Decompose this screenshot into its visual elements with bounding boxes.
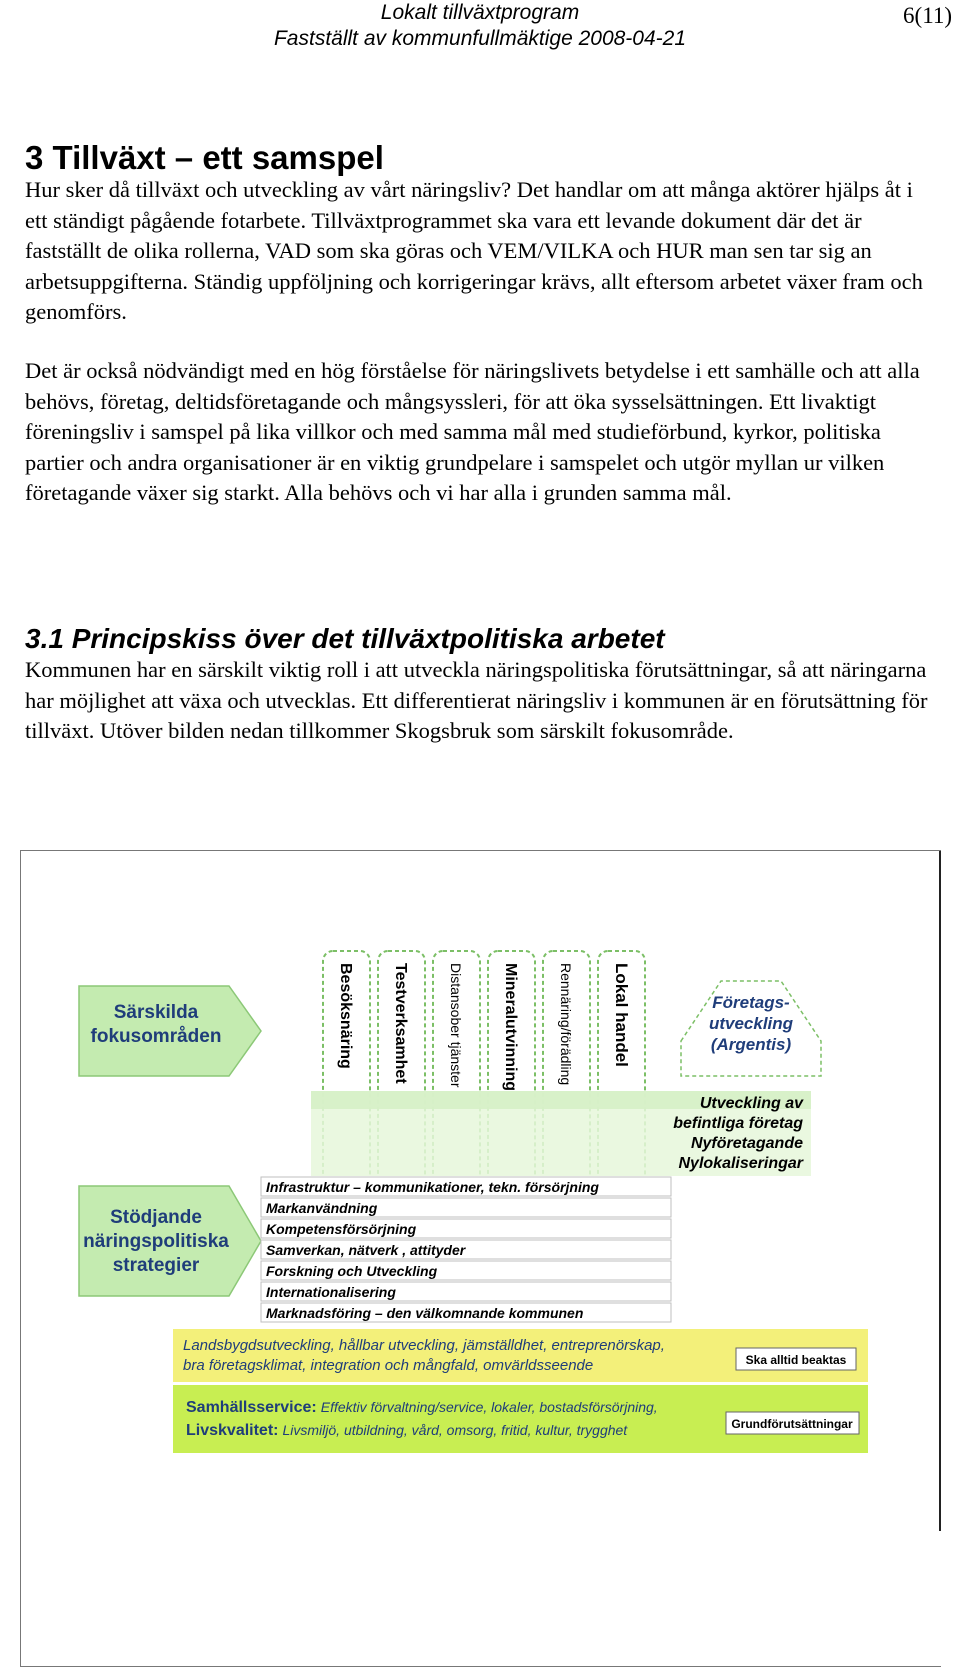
values-line-1: Landsbygdsutveckling, hållbar utveckling, jämställdhet, entreprenörskap, bbox=[183, 1337, 665, 1354]
pillar-label-6: Lokal handel bbox=[612, 963, 631, 1067]
subsection-paragraph: Kommunen har en särskilt viktig roll i att utveckla näringspolitiska förutsättningar, så att näringarna har möjlighet att växa och utvecklas. Ett differentierat näringsliv i kommunen är en förutsättning för tillväxt. Utöver bilden nedan tillkommer Skogsbruk som särskilt fokusområde. bbox=[25, 657, 928, 743]
company-item-2: befintliga företag bbox=[673, 1115, 803, 1132]
base-line-2 bbox=[186, 1422, 628, 1439]
strategy-6: Internationalisering bbox=[266, 1284, 396, 1300]
strategy-3: Kompetensförsörjning bbox=[266, 1221, 417, 1237]
arrow-strategies-line-2: näringspolitiska bbox=[83, 1231, 229, 1252]
base-text-2: Livsmiljö, utbildning, vård, omsorg, fritid, kultur, trygghet bbox=[282, 1422, 628, 1438]
strategy-5: Forskning och Utveckling bbox=[266, 1263, 438, 1279]
values-line-2: bra företagsklimat, integration och mångfald, omvärldsseende bbox=[183, 1357, 594, 1374]
base-label-1: Samhällsservice: bbox=[186, 1399, 317, 1416]
page-header bbox=[0, 0, 960, 60]
document-title: Lokalt tillväxtprogram bbox=[380, 1, 580, 24]
pillar-label-3: Distansober tjänster bbox=[448, 963, 464, 1088]
arrow-strategies-line-1: Stödjande bbox=[110, 1207, 202, 1228]
section-paragraph-1: Hur sker då tillväxt och utveckling av vårt näringsliv? Det handlar om att många aktörer hjälps åt i ett ständigt pågående fotarbete. Tillväxtprogrammet ska vara ett levande dokument där det är fastställt de olika rollerna, VAD som ska göras och VEM/VILKA och HUR man sen tar sig an arbetsuppgifterna. Ständig uppföljning och korrigeringar krävs, allt eftersom arbetet växer fram och genomförs. bbox=[25, 177, 923, 324]
base-label-2: Livskvalitet: bbox=[186, 1422, 279, 1439]
company-dev-line-2: utveckling bbox=[708, 1014, 794, 1033]
company-dev-line-3: (Argentis) bbox=[710, 1035, 792, 1054]
pillar-label-5: Rennäring/förädling bbox=[558, 963, 574, 1086]
base-text-1: Effektiv förvaltning/service, lokaler, bostadsförsörjning, bbox=[320, 1399, 658, 1415]
arrow-focus-line-2: fokusområden bbox=[90, 1026, 222, 1047]
subsection-heading: 3.1 Principskiss över det tillväxtpolitiska arbetet bbox=[25, 623, 665, 654]
pillar-label-2: Testverksamhet bbox=[392, 963, 409, 1084]
strategy-rows bbox=[261, 1177, 671, 1322]
company-item-4: Nylokaliseringar bbox=[678, 1155, 803, 1172]
base-label: Grundförutsättningar bbox=[731, 1417, 853, 1431]
principle-diagram bbox=[20, 850, 941, 1667]
section-paragraph-2: Det är också nödvändigt med en hög förståelse för näringslivets betydelse i ett samhälle och att alla behövs, företag, deltidsföretagande och mångsyssleri, för att öka sysselsättningen. Ett livaktigt föreningsliv i samspel på lika villkor och med samma mål med studieförbund, kyrkor, politiska partier och andra organisationer är en viktig grundpelare i samspelet och utgör myllan ur vilken företagande växer sig starkt. Alla behövs och vi har alla i grunden samma mål. bbox=[25, 358, 920, 505]
company-dev-line-1: Företags- bbox=[712, 993, 790, 1012]
arrow-strategies-line-3: strategier bbox=[112, 1255, 200, 1276]
values-label: Ska alltid beaktas bbox=[745, 1353, 847, 1367]
strategy-1: Infrastruktur – kommunikationer, tekn. försörjning bbox=[266, 1179, 599, 1195]
page-number: 6(11) bbox=[903, 3, 952, 28]
strategy-4: Samverkan, nätverk , attityder bbox=[266, 1242, 466, 1258]
strategy-7: Marknadsföring – den välkomnande kommunen bbox=[266, 1305, 584, 1321]
company-item-1: Utveckling av bbox=[699, 1095, 803, 1112]
pillar-label-4: Mineralutvinning bbox=[502, 963, 519, 1091]
company-item-3: Nyföretagande bbox=[690, 1135, 803, 1152]
diagram-canvas bbox=[21, 851, 941, 1667]
pillar-label-1: Besöksnäring bbox=[337, 963, 354, 1069]
strategy-2: Markanvändning bbox=[266, 1200, 378, 1216]
arrow-focus-line-1: Särskilda bbox=[113, 1002, 199, 1023]
base-line-1 bbox=[186, 1399, 658, 1416]
section-heading: 3 Tillväxt – ett samspel bbox=[25, 139, 384, 176]
document-subtitle: Fastställt av kommunfullmäktige 2008-04-21 bbox=[273, 27, 687, 50]
